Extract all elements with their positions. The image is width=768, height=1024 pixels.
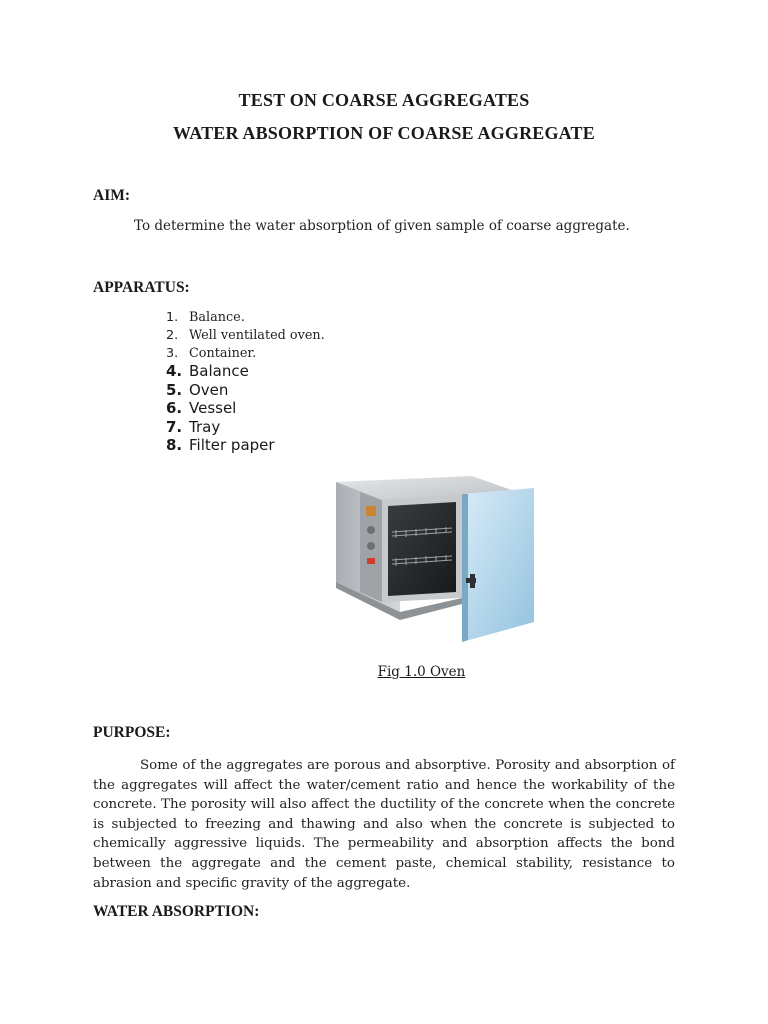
water-absorption-heading: WATER ABSORPTION:: [93, 903, 260, 920]
purpose-text: Some of the aggregates are porous and absorptive. Porosity and absorption of the aggregates will affect the water/cement ratio and hence the workability of the concrete. The porosity will also affect the ductility of the concrete when the concrete is subjected to freezing and thawing and also when the concrete is subjected to chemically aggressive liquids. The permeability and absorption affects the bond between the aggregate and the cement paste, chemical stability, resistance to abrasion and specific gravity of the aggregate.: [93, 758, 675, 891]
list-number: 4.: [166, 362, 183, 380]
aim-text: To determine the water absorption of given sample of coarse aggregate.: [134, 218, 630, 234]
list-number: 5.: [166, 380, 183, 399]
list-label: Well ventilated oven.: [189, 328, 325, 343]
figure-caption: Fig 1.0 Oven: [377, 664, 466, 680]
apparatus-list-secondary: [166, 362, 275, 455]
list-item: [166, 362, 275, 381]
page-subtitle: WATER ABSORPTION OF COARSE AGGREGATE: [173, 123, 595, 143]
apparatus-list-primary: [166, 309, 325, 363]
list-number: 8.: [166, 436, 183, 454]
list-item: [166, 345, 325, 363]
oven-illustration-icon: [330, 474, 540, 644]
list-item: [166, 399, 275, 418]
list-item: [166, 381, 275, 400]
list-item: [166, 418, 275, 437]
list-label: Balance: [189, 362, 249, 380]
list-label: Vessel: [189, 399, 237, 417]
list-label: Tray: [189, 417, 221, 436]
page-title: TEST ON COARSE AGGREGATES: [238, 90, 530, 110]
list-label: Filter paper: [189, 436, 275, 454]
purpose-paragraph: [93, 756, 675, 893]
list-item: [166, 436, 275, 455]
list-item: [166, 309, 325, 327]
list-number: 3.: [166, 346, 179, 361]
list-label: Container.: [189, 346, 257, 361]
list-number: 2.: [166, 328, 179, 343]
aim-heading: AIM:: [93, 187, 131, 204]
list-label: Oven: [189, 380, 229, 399]
list-number: 6.: [166, 399, 183, 417]
list-number: 1.: [166, 310, 179, 325]
list-number: 7.: [166, 417, 183, 436]
apparatus-heading: APPARATUS:: [93, 279, 190, 296]
list-item: [166, 327, 325, 345]
purpose-heading: PURPOSE:: [93, 724, 171, 741]
list-label: Balance.: [189, 310, 245, 325]
